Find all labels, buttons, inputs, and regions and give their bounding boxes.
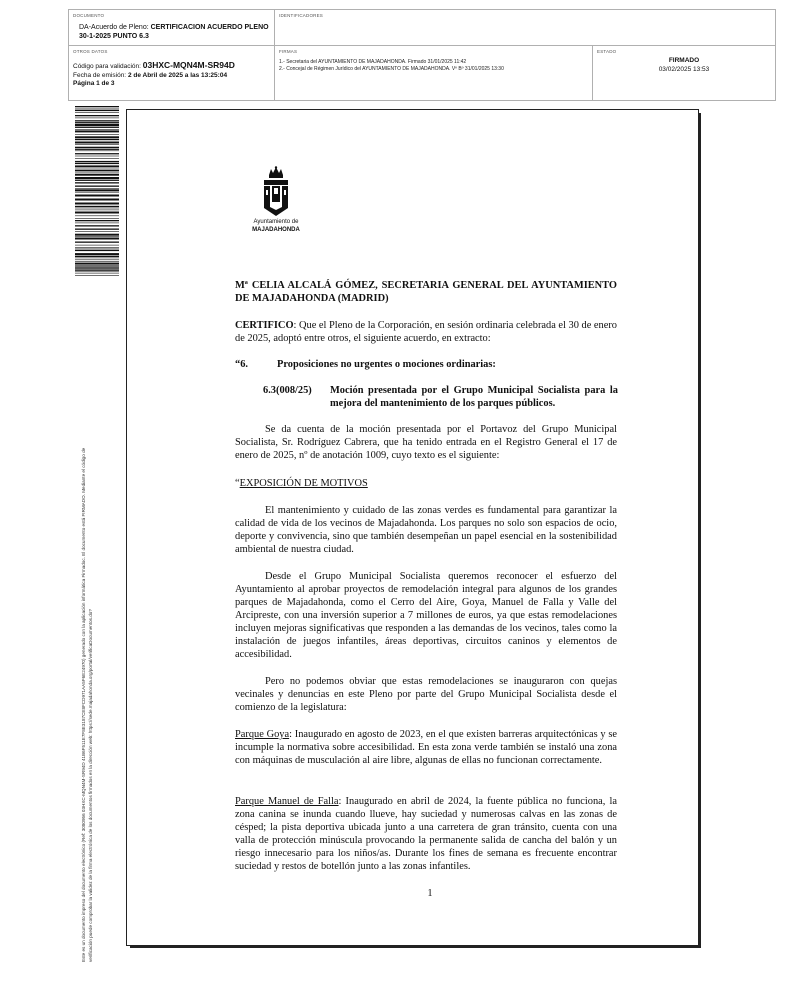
signatures-cell (274, 46, 592, 100)
parque-falla-label: Parque Manuel de Falla (235, 796, 339, 807)
status-cell (592, 46, 775, 100)
certificate-title: Mª CELIA ALCALÁ GÓMEZ, SECRETARIA GENERAL DEL AYUNTAMIENTO DE MAJADAHONDA (MADRID) (235, 280, 617, 304)
firmas-label: FIRMAS (279, 49, 298, 54)
signatures-list (279, 59, 504, 73)
document-prefix: DA-Acuerdo de Pleno: (79, 24, 149, 31)
section-number: “6. (235, 359, 248, 370)
logo-text-line-1: Ayuntamiento de (253, 219, 299, 225)
parque-goya-label: Parque Goya (235, 729, 290, 740)
exposicion-title: EXPOSICIÓN DE MOTIVOS (239, 478, 368, 489)
exposicion-heading (235, 477, 617, 490)
page-shadow-bottom (130, 946, 701, 948)
document-title (79, 23, 279, 41)
parque-goya-paragraph (235, 728, 617, 767)
signature-2: 2.- Concejal de Régimen Jurídico del AYUNTAMIENTO DE MAJADAHONDA. Vº Bº 31/01/2025 13:30 (279, 66, 504, 72)
page-number: 1 (427, 888, 433, 899)
paragraph-2: Desde el Grupo Municipal Socialista queremos reconocer el esfuerzo del Ayuntamiento al aprobar proyectos de remodelación integral para algunos de los grandes parques de Majadahonda, como el Cerro del Aire, Goya, Manuel de Falla y Valle del Arcipreste, con una inversión superior a 7 millones de euros, ya que estas remodelaciones incluyen mejoras significativas que responden a las demandas de los vecinos, tales como la instalación de juegos infantiles, áreas deportivas, circuitos caninos y elementos de accesibilidad. (235, 571, 617, 660)
document-title-bold: CERTIFICACION ACUERDO PLENO 30-1-2025 PUNTO 6.3 (79, 24, 269, 40)
page-count: Página 1 de 3 (73, 80, 115, 87)
document-cell (69, 10, 274, 45)
majadahonda-logo (246, 166, 306, 238)
identificadores-label: IDENTIFICADORES (279, 13, 324, 18)
side-text-line-1: Este es un documento impreso del documento electrónico (Ref: 3080956 03HXC-MQN4M-SR94D 41B6F511E7F8E3187CE8FCD971AA5F6E24970) generado con la aplicación informática Firmadoc. El documento está FIRMADO. Mediante el código de (81, 447, 86, 962)
parque-falla-paragraph (235, 795, 617, 873)
item-number: 6.3(008/25) (263, 385, 312, 396)
certifico-label: CERTIFICO (235, 320, 294, 331)
certifico-text: : Que el Pleno de la Corporación, en sesión ordinaria celebrada el 30 de enero de 2025, adoptó entre otros, el siguiente acuerdo, en extracto: (235, 320, 617, 344)
barcode-image (75, 106, 119, 276)
otros-datos-label: OTROS DATOS (73, 49, 108, 54)
item-heading (263, 384, 618, 410)
documento-label: DOCUMENTO (73, 13, 105, 18)
status-date: 03/02/2025 13:53 (658, 66, 710, 73)
certifico-paragraph (235, 319, 617, 345)
page-shadow-right (699, 113, 701, 948)
item-title: Moción presentada por el Grupo Municipal Socialista para la mejora del mantenimiento de los parques públicos. (330, 385, 618, 409)
intro-paragraph: Se da cuenta de la moción presentada por el Portavoz del Grupo Municipal Socialista, Sr. Rodríguez Cabrera, que ha tenido entrada en el Registro General el 17 de enero de 2025, nº de anotación 1009, cuyo texto es el siguiente: (235, 424, 617, 461)
estado-label: ESTADO (597, 49, 617, 54)
coat-of-arms-icon (260, 166, 292, 218)
other-data-cell (69, 46, 274, 100)
section-heading (235, 358, 617, 371)
side-text-line-2: verificación puede comprobar la validez de la firma electrónica de los documentos firmados en la dirección web: https://sede.majadahonda.org/portal/verificaDocumentos.do? (88, 609, 93, 962)
section-title: Proposiciones no urgentes o mociones ordinarias: (277, 359, 496, 370)
status-badge: FIRMADO (668, 57, 700, 64)
header-row-data (68, 46, 776, 101)
validation-code-value[interactable]: 03HXC-MQN4M-SR94D (142, 60, 235, 70)
paragraph-1: El mantenimiento y cuidado de las zonas verdes es fundamental para garantizar la calidad de vida de los vecinos de Majadahonda. Los parques no solo son espacios de ocio, deporte y convivencia, sino que también desempeñan un papel esencial en la sostenibilidad ambiental de nuestra ciudad. (235, 505, 617, 555)
logo-text-line-2: MAJADAHONDA (252, 227, 300, 233)
parque-goya-text: : Inaugurado en agosto de 2023, en el que existen barreras arquitectónicas y se incumple la normativa sobre accesibilidad. En esta zona verde también se instaló una zona con máquinas de musculación al aire libre, algunas de ellas no funcionan correctamente. (235, 729, 617, 766)
validation-code: Código para validación: 03HXC-MQN4M-SR94D (73, 60, 235, 70)
emission-date: Fecha de emisión: 2 de Abril de 2025 a las 13:25:04 (73, 72, 228, 79)
parque-falla-text: : Inaugurado en abril de 2024, la fuente pública no funciona, la zona canina se inunda cuando llueve, hay suciedad y numerosas calvas en las zonas de césped; la pista deportiva ubicada junto a una carretera de gran tránsito, cuenta con una valla de protección minúscula provocando la permanente salida de cancha del balón y un riesgo innecesario para los niños/as. Durante los fines de semana es frecuente encontrar suciedad y restos de botellón junto a las zonas infantiles. (235, 796, 617, 872)
header-row-document (68, 9, 776, 46)
paragraph-3: Pero no podemos obviar que estas remodelaciones se inauguraron con quejas vecinales y denuncias en este Pleno por parte del Grupo Municipal Socialista desde el comienzo de la legislatura: (235, 676, 617, 713)
signature-1: 1.- Secretaria del AYUNTAMIENTO DE MAJADAHONDA. Firmado 31/01/2025 11:42 (279, 59, 467, 65)
exposicion-quote: “ (235, 478, 240, 489)
identifiers-cell (274, 10, 775, 45)
